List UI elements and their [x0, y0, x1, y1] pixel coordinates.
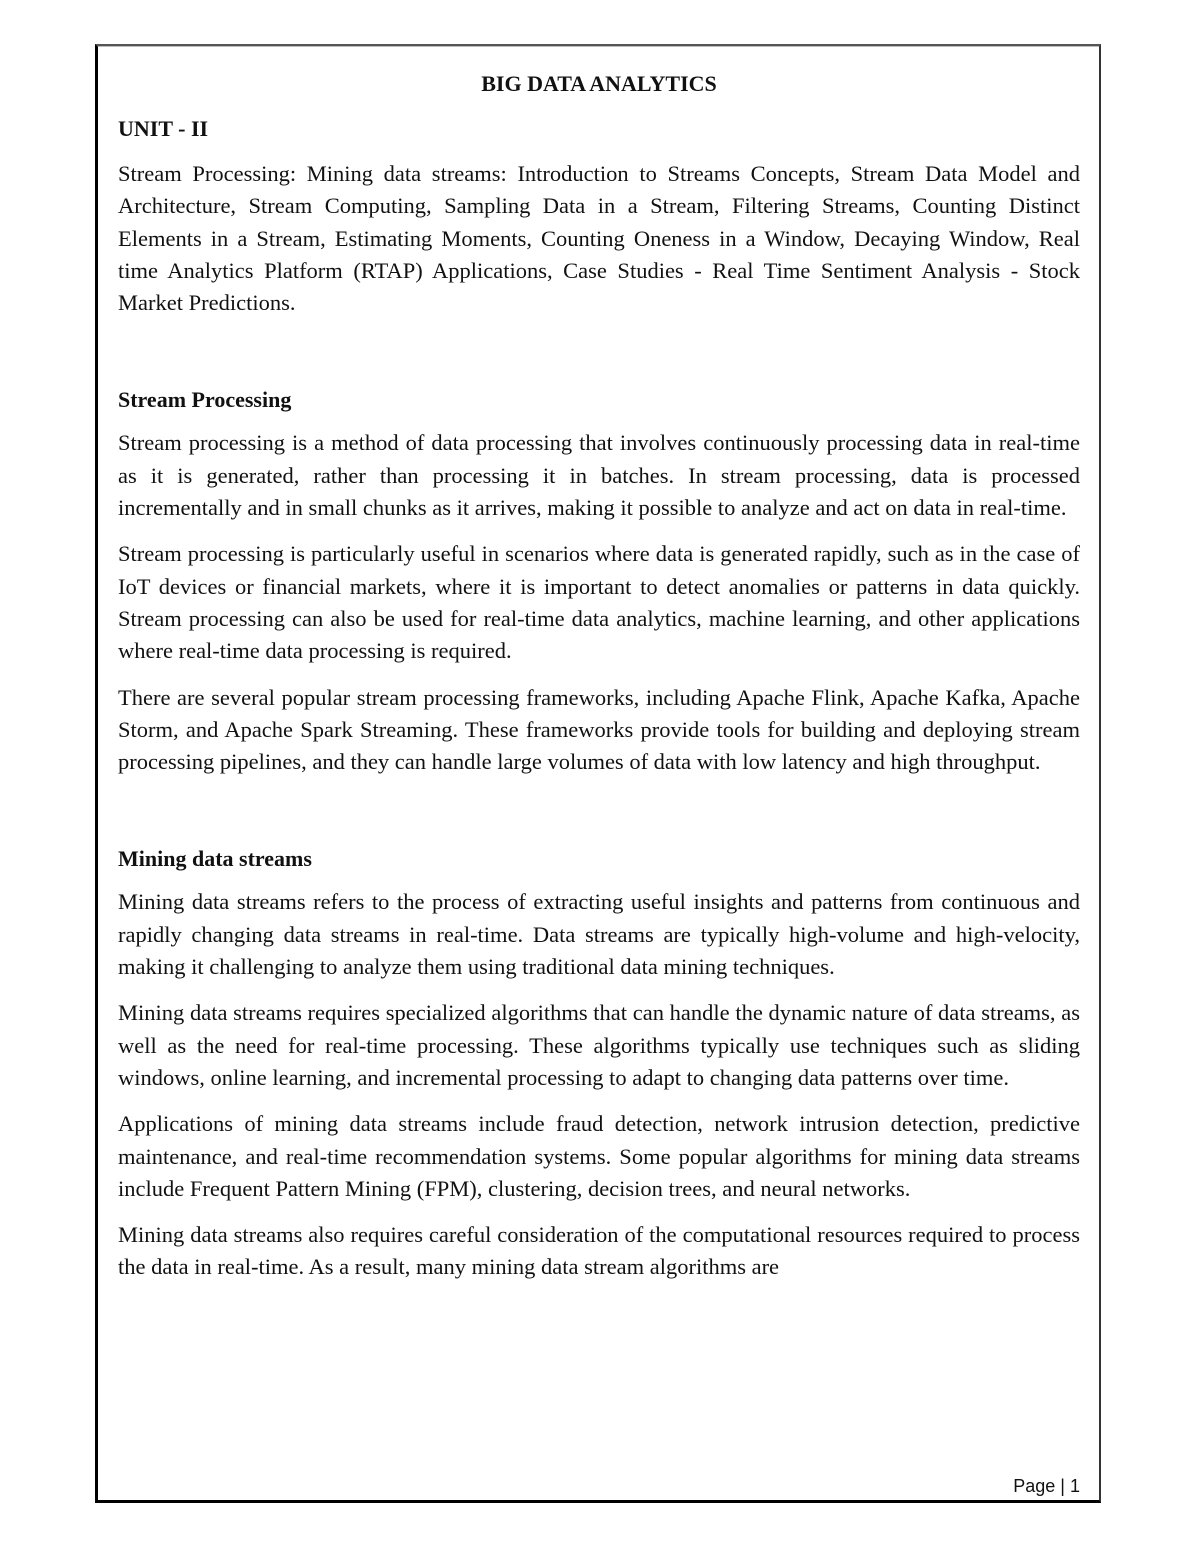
paragraph: Stream processing is particularly useful in scenarios where data is generated rapidly, such as in the case of IoT devices or financial markets, where it is important to detect anomalies or patterns in data quickly. Stream processing can also be used for real-time data analytics, machine learning, and other applications where real-time data processing is required.	[118, 541, 1080, 664]
paragraph: Mining data streams refers to the process of extracting useful insights and patterns from continuous and rapidly changing data streams in real-time. Data streams are typically high-volume and high-velocity, making it challenging to analyze them using traditional data mining techniques.	[118, 889, 1080, 980]
paragraph: Mining data streams also requires careful consideration of the computational resources required to process the data in real-time. As a result, many mining data stream algorithms are	[118, 1222, 1080, 1280]
section-heading: Mining data streams	[118, 846, 312, 872]
paragraph: Mining data streams requires specialized algorithms that can handle the dynamic nature of data streams, as well as the need for real-time processing. These algorithms typically use techniques such as sliding windows, online learning, and incremental processing to adapt to changing data patterns over time.	[118, 1000, 1080, 1090]
document-title: BIG DATA ANALYTICS	[481, 71, 717, 96]
syllabus-paragraph: Stream Processing: Mining data streams: Introduction to Streams Concepts, Stream Data Model and Architecture, Stream Computing, Sampling Data in a Stream, Filtering Streams, Counting Distinct Elements in a Stream, Estimating Moments, Counting Oneness in a Window, Decaying Window, Real time Analytics Platform (RTAP) Applications, Case Studies - Real Time Sentiment Analysis - Stock Market Predictions.	[118, 161, 1080, 316]
document-body	[118, 66, 1080, 1284]
paragraph: There are several popular stream processing frameworks, including Apache Flink, Apache Kafka, Apache Storm, and Apache Spark Streaming. These frameworks provide tools for building and deploying stream processing pipelines, and they can handle large volumes of data with low latency and high throughput.	[118, 684, 1080, 775]
unit-label: UNIT - II	[118, 116, 209, 141]
page-number: Page | 1	[1013, 1476, 1080, 1496]
section-mining-data-streams	[118, 844, 1080, 1283]
paragraph: Stream processing is a method of data processing that involves continuously processing data in real-time as it is generated, rather than processing it in batches. In stream processing, data is processed incrementally and in small chunks as it arrives, making it possible to analyze and act on data in real-time.	[118, 430, 1080, 521]
paragraph: Applications of mining data streams include fraud detection, network intrusion detection, predictive maintenance, and real-time recommendation systems. Some popular algorithms for mining data streams include Frequent Pattern Mining (FPM), clustering, decision trees, and neural networks.	[118, 1111, 1080, 1201]
section-heading: Stream Processing	[118, 387, 292, 413]
section-stream-processing	[118, 385, 1080, 778]
